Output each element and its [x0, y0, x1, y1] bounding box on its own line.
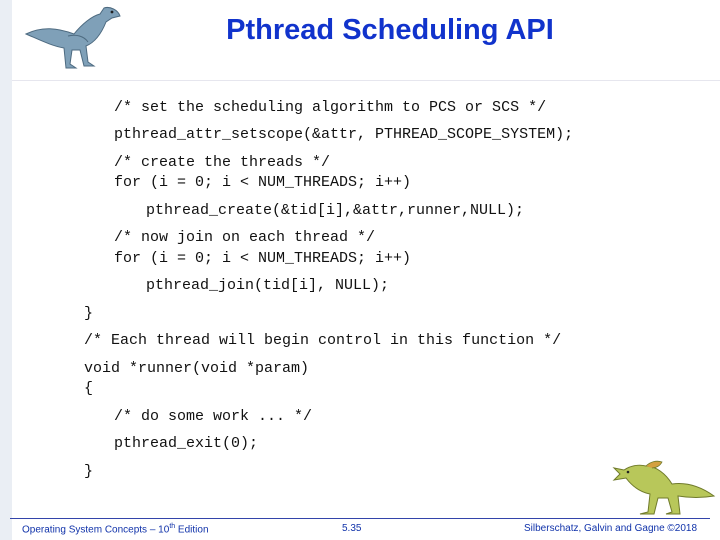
code-line-setscope: pthread_attr_setscope(&attr, PTHREAD_SCOPE_SYSTEM); [114, 126, 574, 143]
code-line-close-runner: } [84, 463, 94, 480]
code-line-comment-create: /* create the threads */ [114, 154, 331, 171]
code-line-comment-join: /* now join on each thread */ [114, 229, 376, 246]
footer-divider [10, 518, 710, 519]
code-line-close-main: } [84, 305, 94, 322]
code-line-pthread-join: pthread_join(tid[i], NULL); [146, 277, 390, 294]
code-line-comment-work: /* do some work ... */ [114, 408, 313, 425]
code-line-comment-runner: /* Each thread will begin control in this function */ [84, 332, 562, 349]
code-line-runner-signature: void *runner(void *param) [84, 360, 310, 377]
footer-course: Operating System Concepts – 10th Edition [22, 523, 209, 536]
code-line-for-create: for (i = 0; i < NUM_THREADS; i++) [114, 174, 412, 191]
left-margin-bar [0, 0, 12, 540]
dinosaur-logo-icon [22, 4, 134, 74]
code-line-pthread-exit: pthread_exit(0); [114, 435, 259, 452]
code-line-open-runner: { [84, 380, 94, 397]
footer-page-number: 5.35 [342, 523, 362, 534]
code-line-pthread-create: pthread_create(&tid[i],&attr,runner,NULL); [146, 202, 525, 219]
footer-copyright: Silberschatz, Galvin and Gagne ©2018 [524, 523, 698, 534]
title-divider [12, 80, 720, 81]
code-line-for-join: for (i = 0; i < NUM_THREADS; i++) [114, 250, 412, 267]
slide-title: Pthread Scheduling API [226, 14, 554, 46]
code-line-comment-scheduling: /* set the scheduling algorithm to PCS or SCS */ [114, 99, 547, 116]
dinosaur-corner-icon [610, 456, 718, 518]
